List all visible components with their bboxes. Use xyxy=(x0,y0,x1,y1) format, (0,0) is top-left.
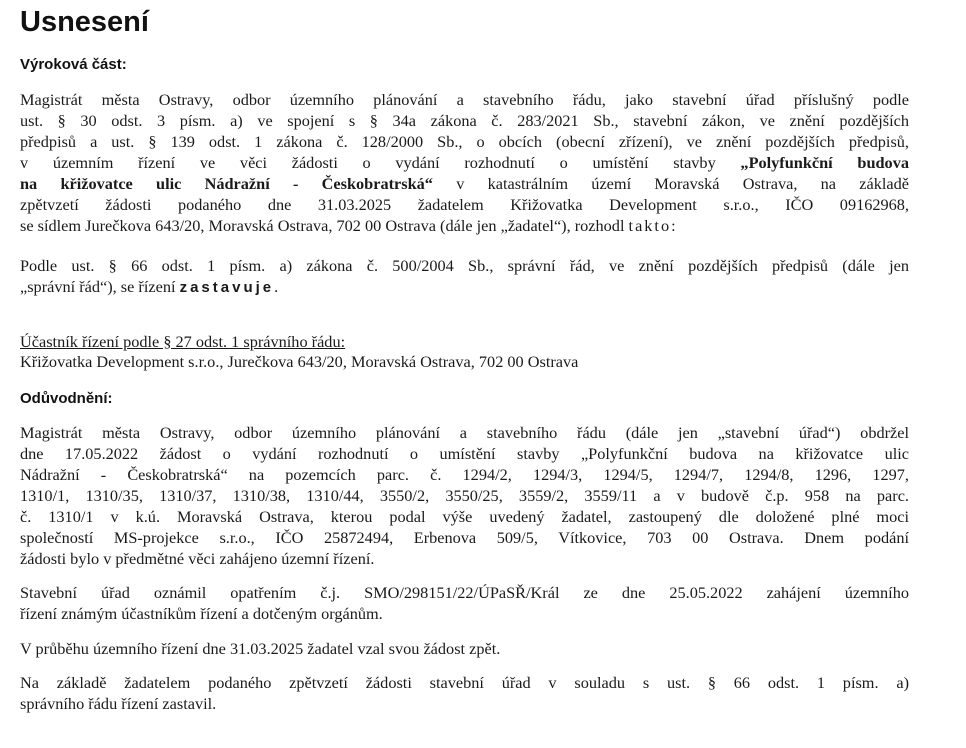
text-segment: v katastrálním území Moravská Ostrava, na základě xyxy=(456,174,909,193)
text-line: dne 17.05.2022 žádost o vydání rozhodnutí o umístění stavby „Polyfunkční budova na křižovatce ulic xyxy=(20,444,909,463)
project-name-bold: na křižovatce ulic Nádražní - Českobratrská“ xyxy=(20,174,433,193)
zastavuje-emphasis: zastavuje xyxy=(179,279,275,296)
text-line: zpětvzetí žádosti podaného dne 31.03.2025 žadatelem Křižovatka Development s.r.o., IČO 09162968, xyxy=(20,195,909,214)
text-line: 1310/1, 1310/35, 1310/37, 1310/38, 1310/44, 3550/2, 3550/25, 3559/2, 3559/11 a v budově č.p. 958 na parc. xyxy=(20,486,909,505)
text-line: Nádražní - Českobratrská“ na pozemcích parc. č. 1294/2, 1294/3, 1294/5, 1294/7, 1294/8, 1296, 1297, xyxy=(20,465,909,484)
text-segment: se sídlem Jurečkova 643/20, Moravská Ostrava, 702 00 Ostrava (dále jen „žadatel“), rozhodl xyxy=(20,216,625,235)
text-line: Podle ust. § 66 odst. 1 písm. a) zákona č. 500/2004 Sb., správní řád, ve znění pozdějších předpisů (dále jen xyxy=(20,256,909,275)
text-line xyxy=(20,216,909,236)
text-line: Magistrát města Ostravy, odbor územního plánování a stavebního řádu, jako stavební úřad příslušný podle xyxy=(20,90,909,109)
section-heading-oduvodneni: Odůvodnění: xyxy=(20,390,113,407)
text-line: správního řádu řízení zastavil. xyxy=(20,694,217,713)
text-line: předpisů a ust. § 139 odst. 1 zákona č. 128/2000 Sb., o obcích (obecní zřízení), ve znění pozdějších předpisů, xyxy=(20,132,909,151)
text-segment: v územním řízení ve věci žádosti o vydání rozhodnutí o umístění stavby xyxy=(20,153,716,172)
text-line xyxy=(20,153,909,173)
text-line: Na základě žadatelem podaného zpětvzetí žádosti stavební úřad v souladu s ust. § 66 odst. 1 písm. a) xyxy=(20,673,909,692)
text-line: č. 1310/1 v k.ú. Moravská Ostrava, kterou podal výše uvedený žadatel, zastoupený dle doložené plné moci xyxy=(20,507,909,526)
text-line: společností MS-projekce s.r.o., IČO 25872494, Erbenova 509/5, Vítkovice, 703 00 Ostrava. Dnem podání xyxy=(20,528,909,547)
text-line: žádosti bylo v předmětné věci zahájeno územní řízení. xyxy=(20,549,375,568)
text-segment: . xyxy=(274,277,279,296)
text-line: ust. § 30 odst. 3 písm. a) ve spojení s § 34a zákona č. 283/2021 Sb., stavební zákon, ve znění pozdějších xyxy=(20,111,909,130)
section-heading-vyrokova-cast: Výroková část: xyxy=(20,56,127,73)
text-line: Magistrát města Ostravy, odbor územního plánování a stavebního řádu (dále jen „stavební úřad“) obdržel xyxy=(20,423,909,442)
text-line: řízení známým účastníkům řízení a dotčeným orgánům. xyxy=(20,604,383,623)
participant-value: Křižovatka Development s.r.o., Jurečkova 643/20, Moravská Ostrava, 702 00 Ostrava xyxy=(20,352,579,371)
text-line xyxy=(20,174,909,194)
paragraph-oduvodneni-3: V průběhu územního řízení dne 31.03.2025 žadatel vzal svou žádost zpět. xyxy=(20,639,501,658)
takto-spaced: takto: xyxy=(628,216,678,235)
text-line: Stavební úřad oznámil opatřením č.j. SMO/298151/22/ÚPaSŘ/Král ze dne 25.05.2022 zahájení územního xyxy=(20,583,909,602)
text-line xyxy=(20,277,909,298)
text-segment: „správní řád“), se řízení xyxy=(20,277,176,296)
participant-heading xyxy=(20,332,909,352)
document-title: Usnesení xyxy=(20,6,149,38)
participant-heading-text: Účastník řízení podle § 27 odst. 1 správního řádu: xyxy=(20,332,346,351)
project-name-bold: „Polyfunkční budova xyxy=(740,153,909,172)
